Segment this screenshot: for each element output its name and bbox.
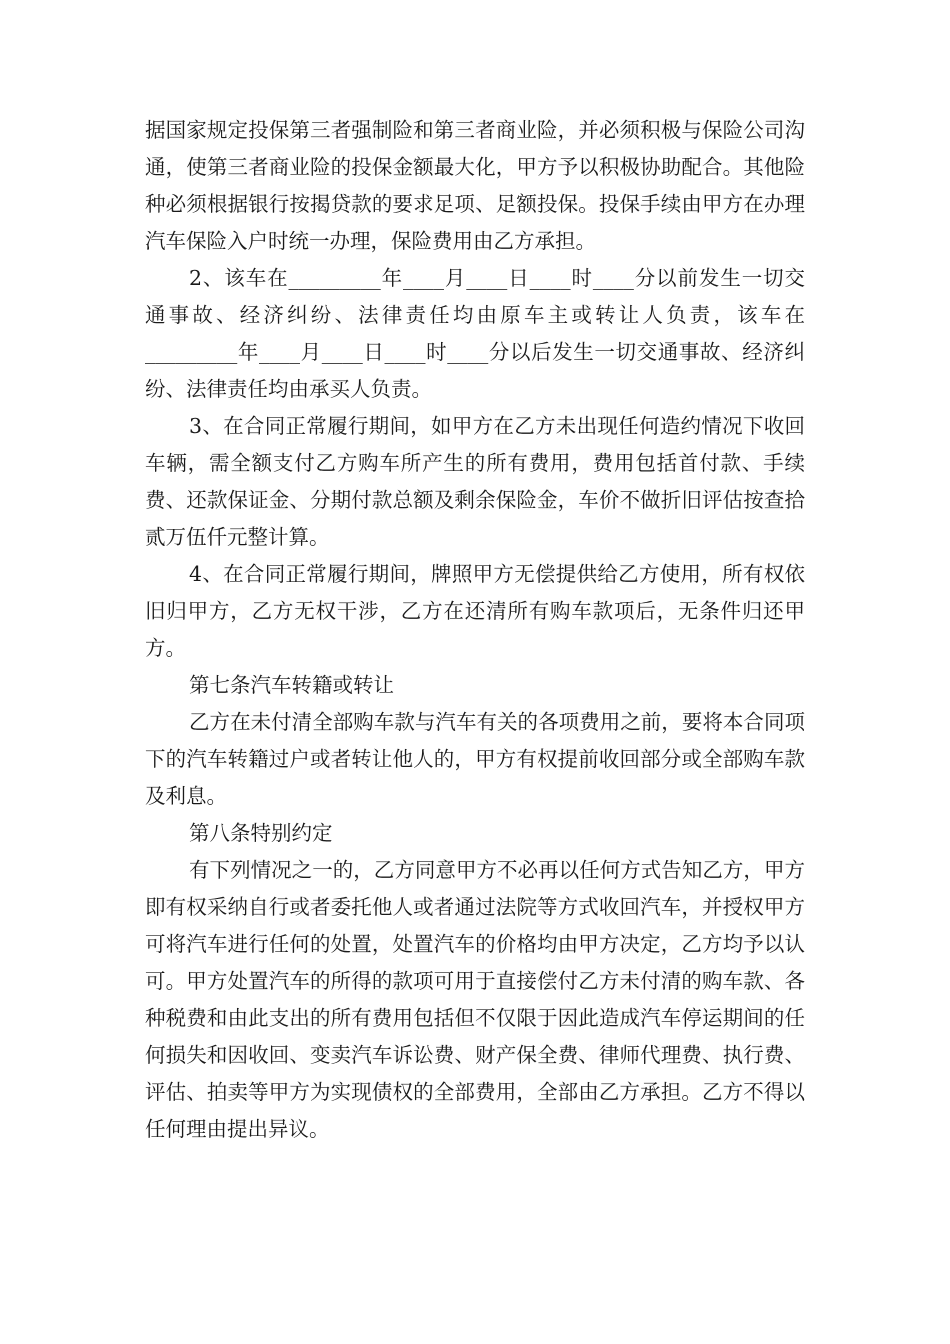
paragraph-clause-2-liability: 2、该车在_________年____月____日____时____分以前发生一切交通事故、经济纠纷、法律责任均由原车主或转让人负责，该车在_________年____月____日____时____分以后发生一切交通事故、经济纠纷、法律责任均由承买人负责。 bbox=[145, 266, 805, 401]
article-8-heading: 第八条特别约定 bbox=[189, 821, 333, 845]
paragraph-article-8-body: 有下列情况之一的，乙方同意甲方不必再以任何方式告知乙方，甲方即有权采纳自行或者委托他人或者通过法院等方式收回汽车，并授权甲方可将汽车进行任何的处置，处置汽车的价格均由甲方决定，乙方均予以认可。甲方处置汽车的所得的款项可用于直接偿付乙方未付清的购车款、各种税费和由此支出的所有费用包括但不仅限于因此造成汽车停运期间的任何损失和因收回、变卖汽车诉讼费、财产保全费、律师代理费、执行费、评估、拍卖等甲方为实现债权的全部费用，全部由乙方承担。乙方不得以任何理由提出异议。 bbox=[145, 858, 805, 1141]
paragraph-insurance-continuation: 据国家规定投保第三者强制险和第三者商业险，并必须积极与保险公司沟通，使第三者商业险的投保金额最大化，甲方予以积极协助配合。其他险种必须根据银行按揭贷款的要求足项、足额投保。投保手续由甲方在办理汽车保险入户时统一办理，保险费用由乙方承担。 bbox=[145, 118, 805, 253]
document-page bbox=[145, 112, 805, 1148]
paragraph-clause-4-license: 4、在合同正常履行期间，牌照甲方无偿提供给乙方使用，所有权依旧归甲方，乙方无权干涉，乙方在还清所有购车款项后，无条件归还甲方。 bbox=[145, 562, 805, 660]
paragraph-article-7-body: 乙方在未付清全部购车款与汽车有关的各项费用之前，要将本合同项下的汽车转籍过户或者转让他人的，甲方有权提前收回部分或全部购车款及利息。 bbox=[145, 710, 805, 808]
paragraph-clause-3-recovery: 3、在合同正常履行期间，如甲方在乙方未出现任何造约情况下收回车辆，需全额支付乙方购车所产生的所有费用，费用包括首付款、手续费、还款保证金、分期付款总额及剩余保险金，车价不做折旧评估按查拾贰万伍仟元整计算。 bbox=[145, 414, 805, 549]
article-7-heading: 第七条汽车转籍或转让 bbox=[189, 673, 394, 697]
